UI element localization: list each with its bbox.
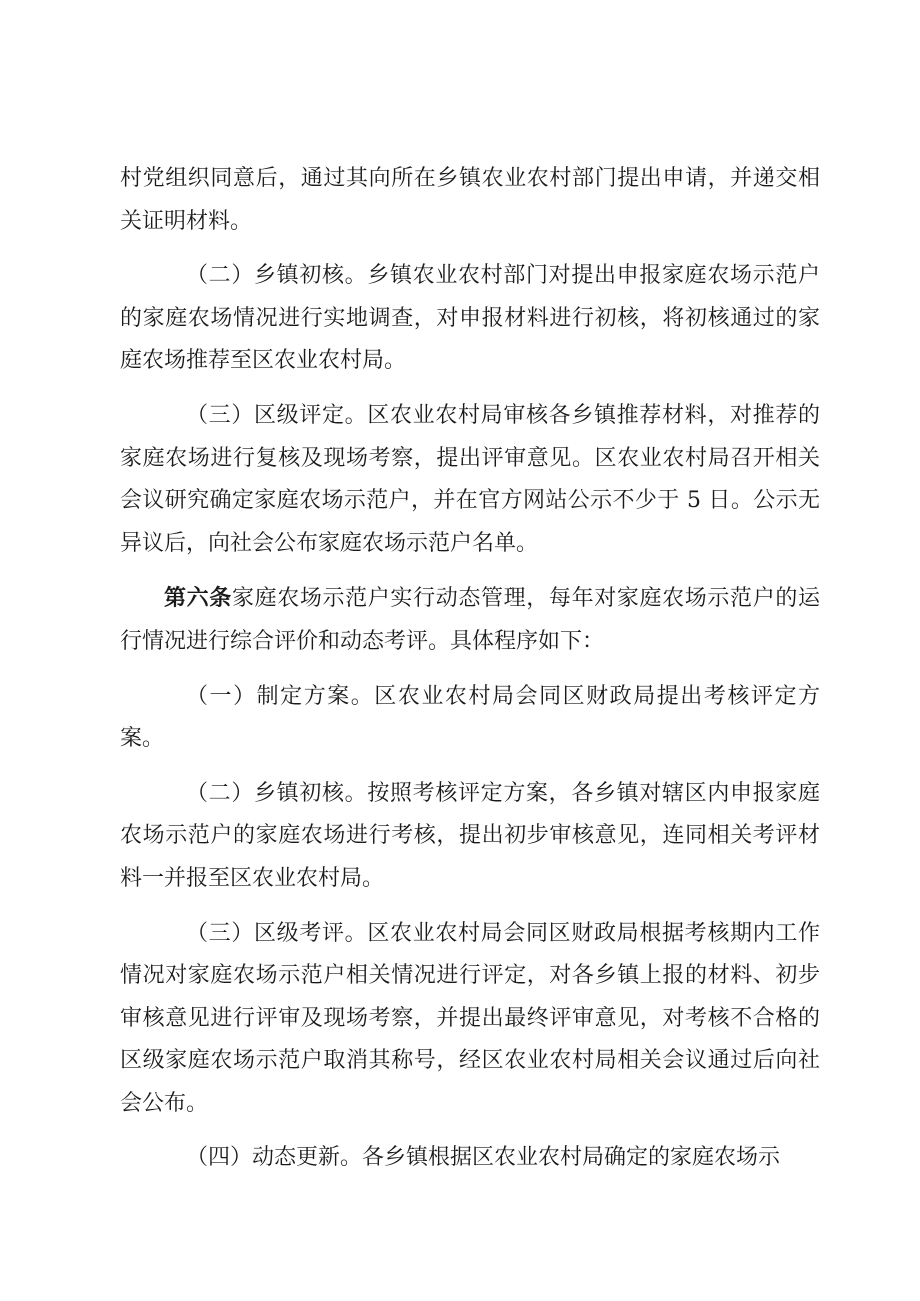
paragraph-text: （一）制定方案。区农业农村局会同区财政局提出考核评定方案。 bbox=[120, 683, 820, 752]
document-body bbox=[120, 158, 820, 1192]
paragraph-text: （三）区级评定。区农业农村局审核各乡镇推荐材料，对推荐的家庭农场进行复核及现场考察，提出评审意见。区农业农村局召开相关会议研究确定家庭农场示范户，并在官方网站公示不少于 5 日。公示无异议后，向社会公布家庭农场示范户名单。 bbox=[120, 402, 820, 556]
paragraph-township-assessment bbox=[120, 773, 820, 901]
paragraph-district-evaluation bbox=[120, 395, 820, 565]
paragraph-township-review bbox=[120, 255, 820, 383]
paragraph-text: （二）乡镇初核。乡镇农业农村部门对提出申报家庭农场示范户的家庭农场情况进行实地调查，对申报材料进行初核，将初核通过的家庭农场推荐至区农业农村局。 bbox=[120, 263, 820, 374]
paragraph-district-assessment bbox=[120, 913, 820, 1126]
paragraph-dynamic-update bbox=[120, 1137, 820, 1180]
paragraph-text: （三）区级考评。区农业农村局会同区财政局根据考核期内工作情况对家庭农场示范户相关情况进行评定，对各乡镇上报的材料、初步审核意见进行评审及现场考察，并提出最终评审意见，对考核不合格的区级家庭农场示范户取消其称号，经区农业农村局相关会议通过后向社会公布。 bbox=[120, 920, 820, 1116]
paragraph-text: 家庭农场示范户实行动态管理，每年对家庭农场示范户的运行情况进行综合评价和动态考评。具体程序如下： bbox=[120, 586, 820, 654]
article-number: 第六条 bbox=[164, 585, 232, 612]
paragraph-continuation bbox=[120, 158, 820, 243]
paragraph-formulate-plan bbox=[120, 676, 820, 761]
paragraph-text: （四）动态更新。各乡镇根据区农业农村局确定的家庭农场示 bbox=[186, 1145, 781, 1171]
paragraph-article-six bbox=[120, 577, 820, 663]
paragraph-text: 村党组织同意后，通过其向所在乡镇农业农村部门提出申请，并递交相关证明材料。 bbox=[120, 166, 820, 234]
paragraph-text: （二）乡镇初核。按照考核评定方案，各乡镇对辖区内申报家庭农场示范户的家庭农场进行考核，提出初步审核意见，连同相关考评材料一并报至区农业农村局。 bbox=[120, 780, 820, 891]
